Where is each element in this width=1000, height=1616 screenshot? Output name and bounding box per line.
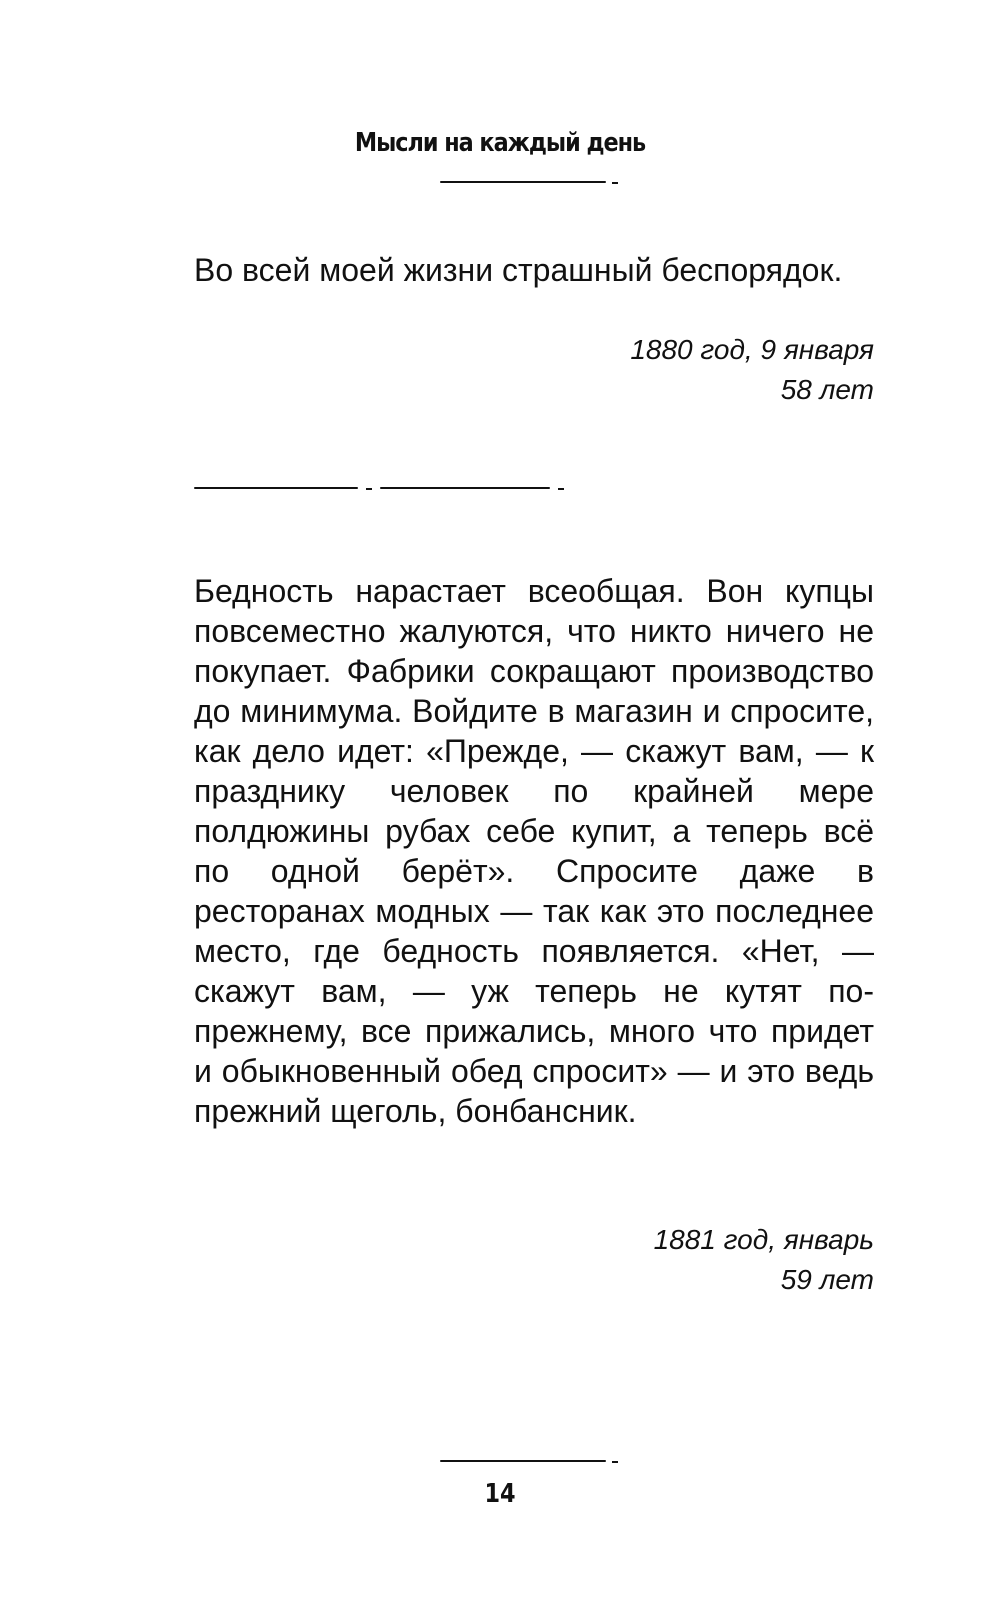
- header-rule: [440, 181, 620, 184]
- entry-2-date: 1881 год, январь: [653, 1224, 874, 1255]
- entry-1-text: Во всей моей жизни страшный беспорядок.: [194, 252, 843, 288]
- footer-rule: [440, 1460, 620, 1463]
- running-title: Мысли на каждый день: [354, 128, 646, 158]
- entry-2-text: Бедность нарастает всеобщая. Вон купцы повсеместно жалуются, что никто ничего не покупает. Фабрики сокращают производство до минимума. Войдите в магазин и спросите, как дело идет: «Прежде, — скажут вам, — к празднику человек по крайней мере полдюжины рубах себе купит, а теперь всё по одной берёт». Спросите даже в ресторанах модных — так как это последнее место, где бедность появляется. «Нет, — скажут вам, — уж теперь не кутят по-прежнему, все прижались, много что придет и обыкновенный обед спросит» — и это ведь прежний щеголь, бонбансник.: [194, 573, 874, 1129]
- entry-1-age: 58 лет: [780, 374, 874, 405]
- entry-2-age: 59 лет: [780, 1264, 874, 1295]
- page-number: 14: [484, 1479, 516, 1509]
- entry-separator: [194, 487, 574, 490]
- entry-1-date: 1880 год, 9 января: [630, 334, 874, 365]
